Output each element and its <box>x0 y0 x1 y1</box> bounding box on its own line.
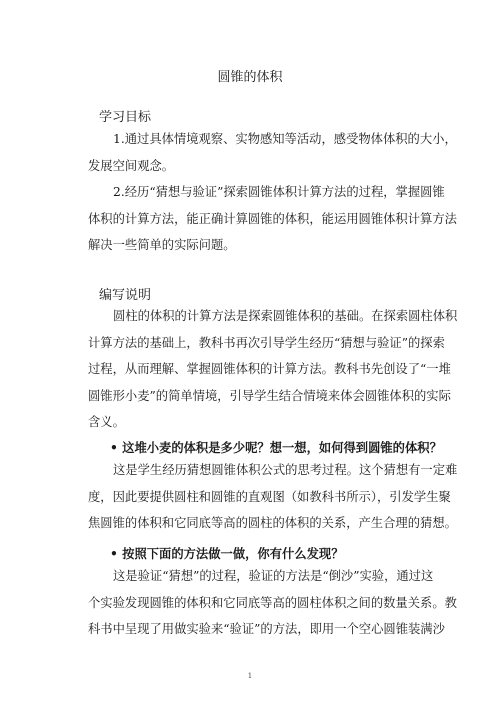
text-line: 1.通过具体情境观察、实物感知等活动，感受物体体积的大小， <box>113 132 457 146</box>
page-number: 1 <box>247 672 253 680</box>
text-line: 含义。 <box>88 415 125 429</box>
text-line: 发展空间观念。 <box>88 158 175 173</box>
text-line: 计算方法的基础上，教科书再次引导学生经历“猜想与验证”的探索 <box>88 335 445 350</box>
text-line: 体积的计算方法，能正确计算圆锥的体积，能运用圆锥体积计算方法 <box>88 211 457 226</box>
text-line: 焦圆锥的体积和它同底等高的圆柱的体积的关系，产生合理的猜想。 <box>88 516 457 530</box>
section-heading-writing-notes: 编写说明 <box>99 288 152 303</box>
text-line: 过程，从而理解、掌握圆锥体积的计算方法。教科书先创设了“一堆 <box>88 362 451 376</box>
document-title: 圆锥的体积 <box>217 70 283 85</box>
text-line: 这是验证“猜想”的过程，验证的方法是“倒沙”实验，通过这 <box>113 569 434 583</box>
bullet-question-1: • 这堆小麦的体积是多少呢？想一想，如何得到圆锥的体积？ <box>110 441 442 455</box>
text-line: 2.经历“猜想与验证”探索圆锥体积计算方法的过程，掌握圆锥 <box>113 185 445 199</box>
text-line: 解决一些简单的实际问题。 <box>88 238 236 252</box>
text-line: 科书中呈现了用做实验来“验证”的方法，即用一个空心圆锥装满沙 <box>88 622 445 636</box>
text-line: 度，因此要提供圆柱和圆锥的直观图（如教科书所示），引发学生聚 <box>88 489 451 504</box>
bullet-question-2: • 按照下面的方法做一做，你有什么发现？ <box>110 547 344 561</box>
paragraph-bullet-1 <box>88 457 458 537</box>
paragraph-goal-1 <box>88 126 457 179</box>
paragraph-bullet-2 <box>88 563 457 643</box>
text-line: 圆锥形小麦”的简单情境，引导学生结合情境来体会圆锥体积的实际 <box>88 388 451 403</box>
text-line: 圆柱的体积的计算方法是探索圆锥体积的基础。在探索圆柱体积 <box>113 309 458 323</box>
section-heading-learning-goals: 学习目标 <box>99 110 152 125</box>
text-line: 个实验发现圆锥的体积和它同底等高的圆柱体积之间的数量关系。教 <box>88 595 457 610</box>
paragraph-goal-2 <box>88 179 457 259</box>
paragraph-notes-intro <box>88 303 458 436</box>
text-line: 这是学生经历猜想圆锥体积公式的思考过程。这个猜想有一定难 <box>113 463 458 477</box>
